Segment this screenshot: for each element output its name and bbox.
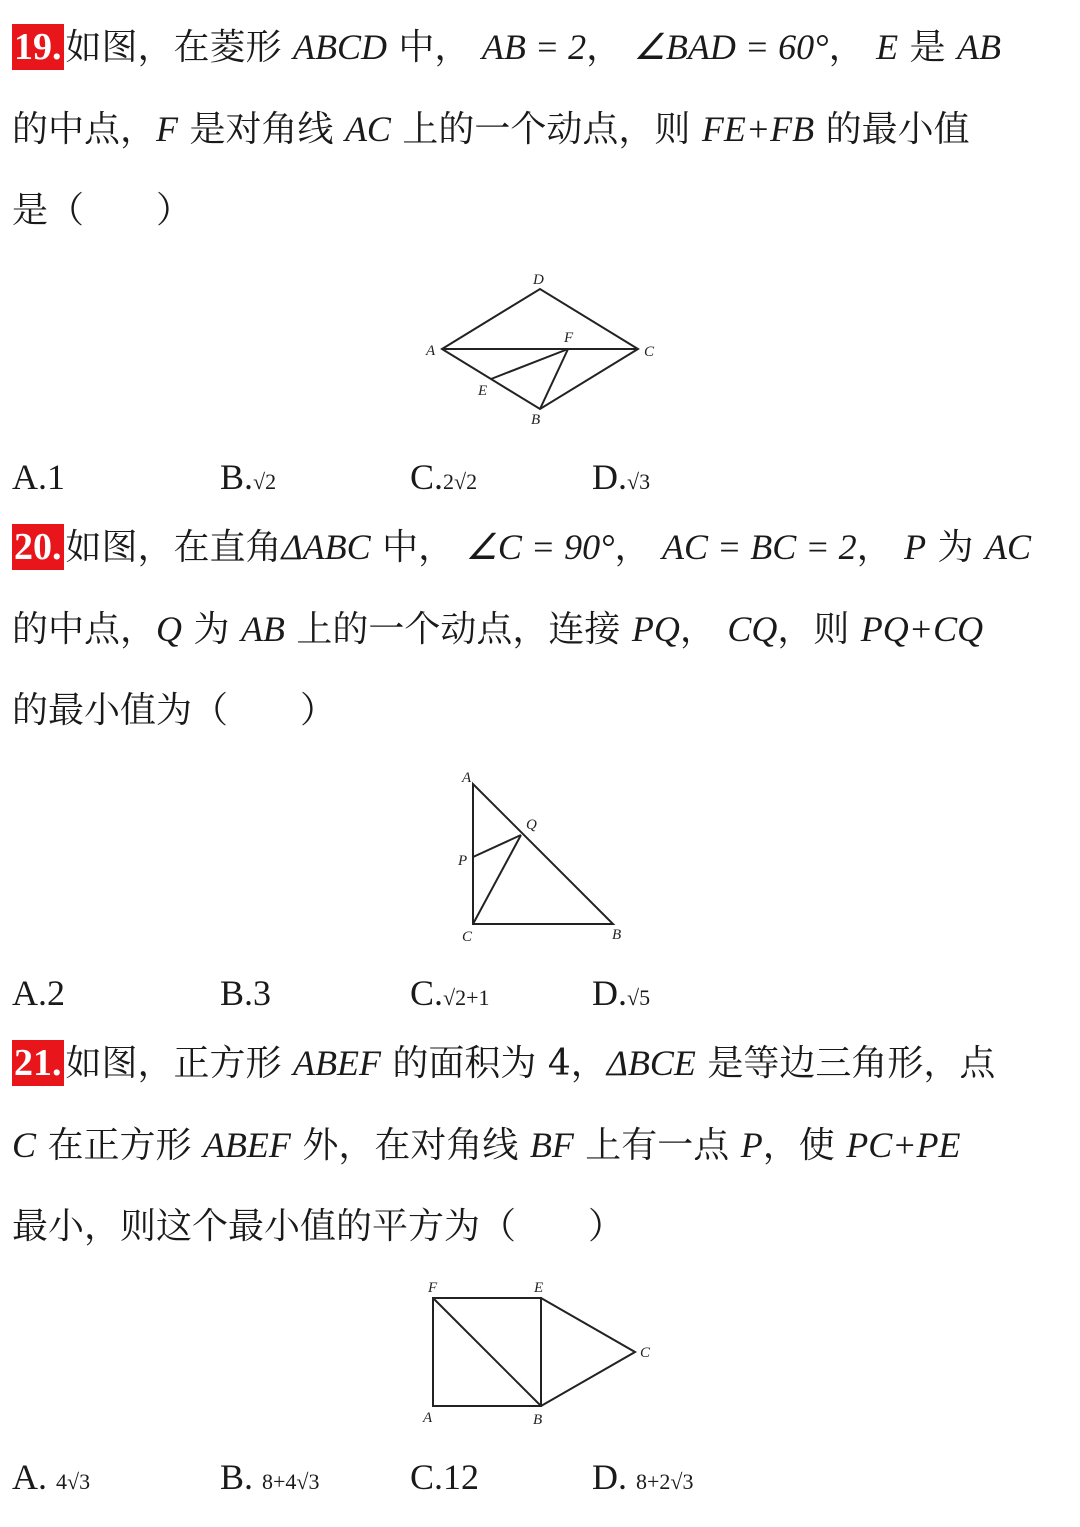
- q21-option-d[interactable]: D. 8+2√3: [592, 1457, 694, 1497]
- q20-option-c[interactable]: C.√2+1: [410, 973, 490, 1013]
- q20-segment-pq: [473, 835, 521, 857]
- q21-square-triangle-figure: [415, 1272, 675, 1437]
- q19-label-c: C: [644, 344, 655, 360]
- q20-triangle-figure: [440, 762, 650, 947]
- q21-label-e: E: [534, 1280, 544, 1296]
- q19-label-e: E: [478, 383, 488, 399]
- q20-triangle: [473, 784, 613, 924]
- q19-rhombus-figure: [420, 262, 670, 432]
- q21-option-a[interactable]: A. 4√3: [12, 1457, 91, 1497]
- q19-option-d[interactable]: D.√3: [592, 457, 651, 497]
- q19-label-b: B: [531, 412, 541, 428]
- q21-option-c[interactable]: C.12: [410, 1457, 480, 1497]
- q20-label-q: Q: [526, 817, 537, 833]
- q19-label-d: D: [533, 272, 544, 288]
- q21-label-c: C: [640, 1345, 651, 1361]
- q21-label-f: F: [428, 1280, 438, 1296]
- q20-option-b[interactable]: B.3: [220, 973, 272, 1013]
- q20-label-a: A: [462, 770, 472, 786]
- q21-label-b: B: [533, 1412, 543, 1428]
- q20-option-d[interactable]: D.√5: [592, 973, 651, 1013]
- q21-triangle-sides: [541, 1298, 635, 1406]
- q19-option-a[interactable]: A.1: [12, 457, 65, 497]
- q19-option-c[interactable]: C.2√2: [410, 457, 478, 497]
- q19-line2: 的中点，F 是对角线 AC 上的一个动点，则 FE+FB 的最小值: [12, 109, 970, 150]
- q19-label-f: F: [564, 330, 574, 346]
- q21-line3: 最小，则这个最小值的平方为（ ）: [12, 1206, 625, 1247]
- q20-line1: 20. 如图，在直角ΔABC 中， ∠C = 90°， AC = BC = 2， P 为 AC: [14, 526, 1032, 568]
- q19-line1: 19. 如图，在菱形 ABCD 中， AB = 2， ∠BAD = 60°， E 是 AB: [14, 26, 1001, 68]
- q19-label-a: A: [426, 343, 436, 359]
- q20-line2: 的中点，Q 为 AB 上的一个动点，连接 PQ， CQ，则 PQ+CQ: [12, 609, 984, 650]
- q20-number-badge: 20.: [14, 526, 62, 568]
- q20-line3: 的最小值为（ ）: [12, 690, 337, 731]
- q20-label-b: B: [612, 927, 622, 943]
- q20-label-c: C: [462, 929, 473, 945]
- q19-option-b[interactable]: B.√2: [220, 457, 277, 497]
- q21-line1: 21. 如图，正方形 ABEF 的面积为 4，ΔBCE 是等边三角形，点: [14, 1042, 996, 1084]
- q19-number-badge: 19.: [14, 26, 62, 68]
- q21-label-a: A: [423, 1410, 433, 1426]
- q20-option-a[interactable]: A.2: [12, 973, 65, 1013]
- q21-line2: C 在正方形 ABEF 外，在对角线 BF 上有一点 P，使 PC+PE: [12, 1125, 961, 1166]
- q19-line3: 是（ ）: [12, 190, 193, 231]
- q21-number-badge: 21.: [14, 1042, 62, 1084]
- q20-label-p: P: [458, 853, 468, 869]
- q21-diagonal-bf: [433, 1298, 541, 1406]
- q21-option-b[interactable]: B. 8+4√3: [220, 1457, 320, 1497]
- q20-segment-cq: [473, 835, 521, 924]
